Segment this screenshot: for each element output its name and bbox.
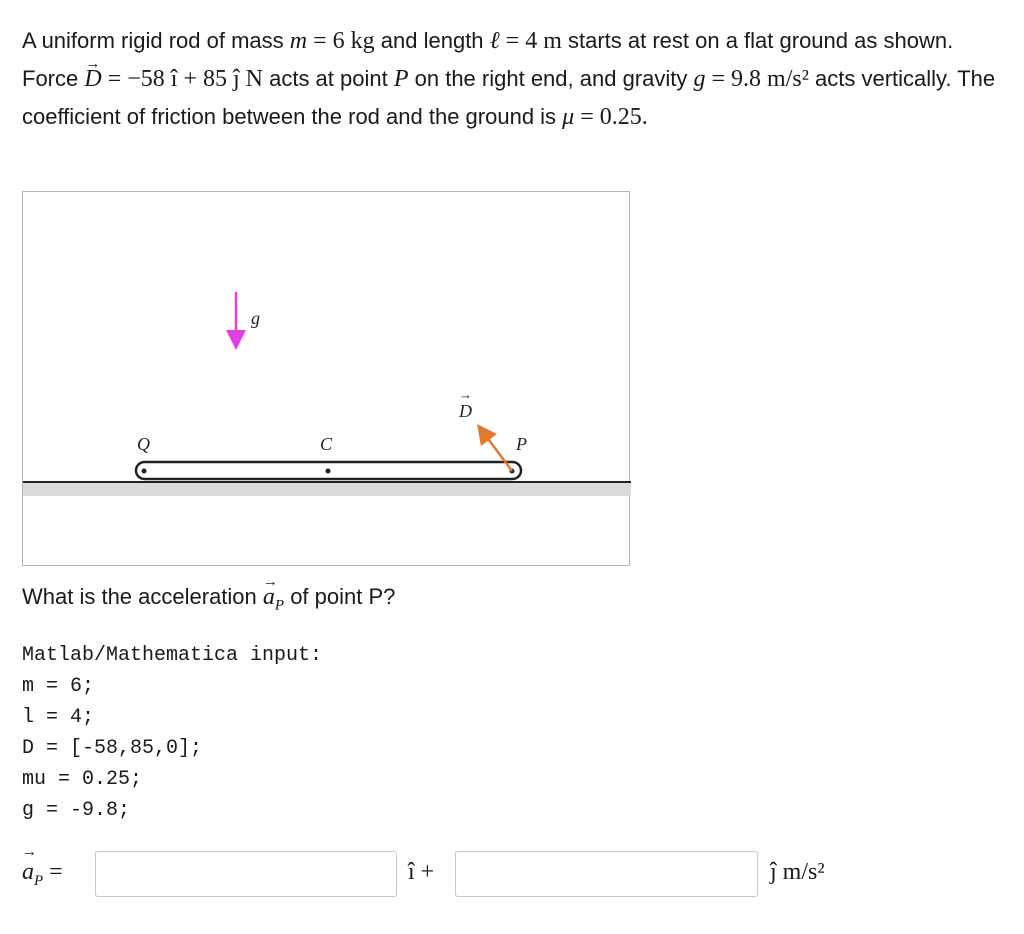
problem-text: starts at rest on a flat ground as shown. Force — [22, 28, 954, 91]
mass-symbol: m — [289, 28, 308, 54]
answer-equals: = — [43, 859, 63, 885]
point-p-label: P — [516, 434, 527, 454]
question-prompt — [22, 580, 395, 622]
code-block — [22, 640, 322, 826]
code-line: g = -9.8; — [22, 799, 131, 822]
code-line: D = [-58,85,0]; — [22, 737, 203, 760]
answer-row — [22, 851, 1002, 899]
problem-text: acts vertically. The coefficient of friction between the rod and the ground is — [22, 66, 996, 129]
point-q-marker — [142, 469, 147, 474]
question-text: What is the acceleration — [22, 584, 263, 609]
answer-accel-symbol: → a — [22, 859, 34, 886]
length-symbol: ℓ — [489, 28, 500, 54]
rod-diagram — [22, 191, 630, 566]
gravity-symbol: g — [693, 66, 706, 92]
point-c-label: C — [320, 434, 333, 454]
question-text: of point P? — [284, 584, 396, 609]
ground — [23, 482, 631, 496]
force-symbol: → D — [84, 61, 101, 98]
code-header: Matlab/Mathematica input: — [22, 644, 323, 667]
problem-text: on the right end, and gravity — [408, 66, 694, 91]
answer-j-component-input[interactable] — [455, 851, 758, 897]
answer-accel-subscript: P — [34, 872, 44, 889]
code-line: m = 6; — [22, 675, 95, 698]
problem-statement — [22, 22, 1012, 136]
accel-subscript: P — [274, 597, 285, 614]
point-p-symbol: P — [393, 66, 409, 92]
answer-i-component-input[interactable] — [95, 851, 397, 897]
mass-value: = 6 kg — [307, 28, 375, 54]
code-line: l = 4; — [22, 706, 95, 729]
i-hat-unit: î + — [408, 859, 435, 885]
gravity-label: g — [251, 308, 260, 328]
problem-text: acts at point — [262, 66, 394, 91]
force-vector-arrow: → — [459, 387, 472, 402]
problem-text: and length — [374, 28, 490, 53]
length-value: = 4 m — [499, 28, 562, 54]
force-value: = −58 î + 85 ĵ N — [101, 66, 263, 92]
accel-symbol: → a — [263, 580, 275, 614]
gravity-value: = 9.8 m/s² — [705, 66, 809, 92]
answer-label — [22, 859, 63, 890]
point-c-marker — [326, 469, 331, 474]
force-label: D — [459, 401, 472, 421]
friction-value: = 0.25. — [574, 104, 648, 130]
j-hat-unit: ĵ m/s² — [770, 859, 825, 885]
problem-text: A uniform rigid rod of mass — [22, 28, 290, 53]
code-line: mu = 0.25; — [22, 768, 143, 791]
point-q-label: Q — [137, 434, 150, 454]
diagram-svg — [23, 192, 631, 567]
friction-symbol: μ — [562, 104, 575, 130]
